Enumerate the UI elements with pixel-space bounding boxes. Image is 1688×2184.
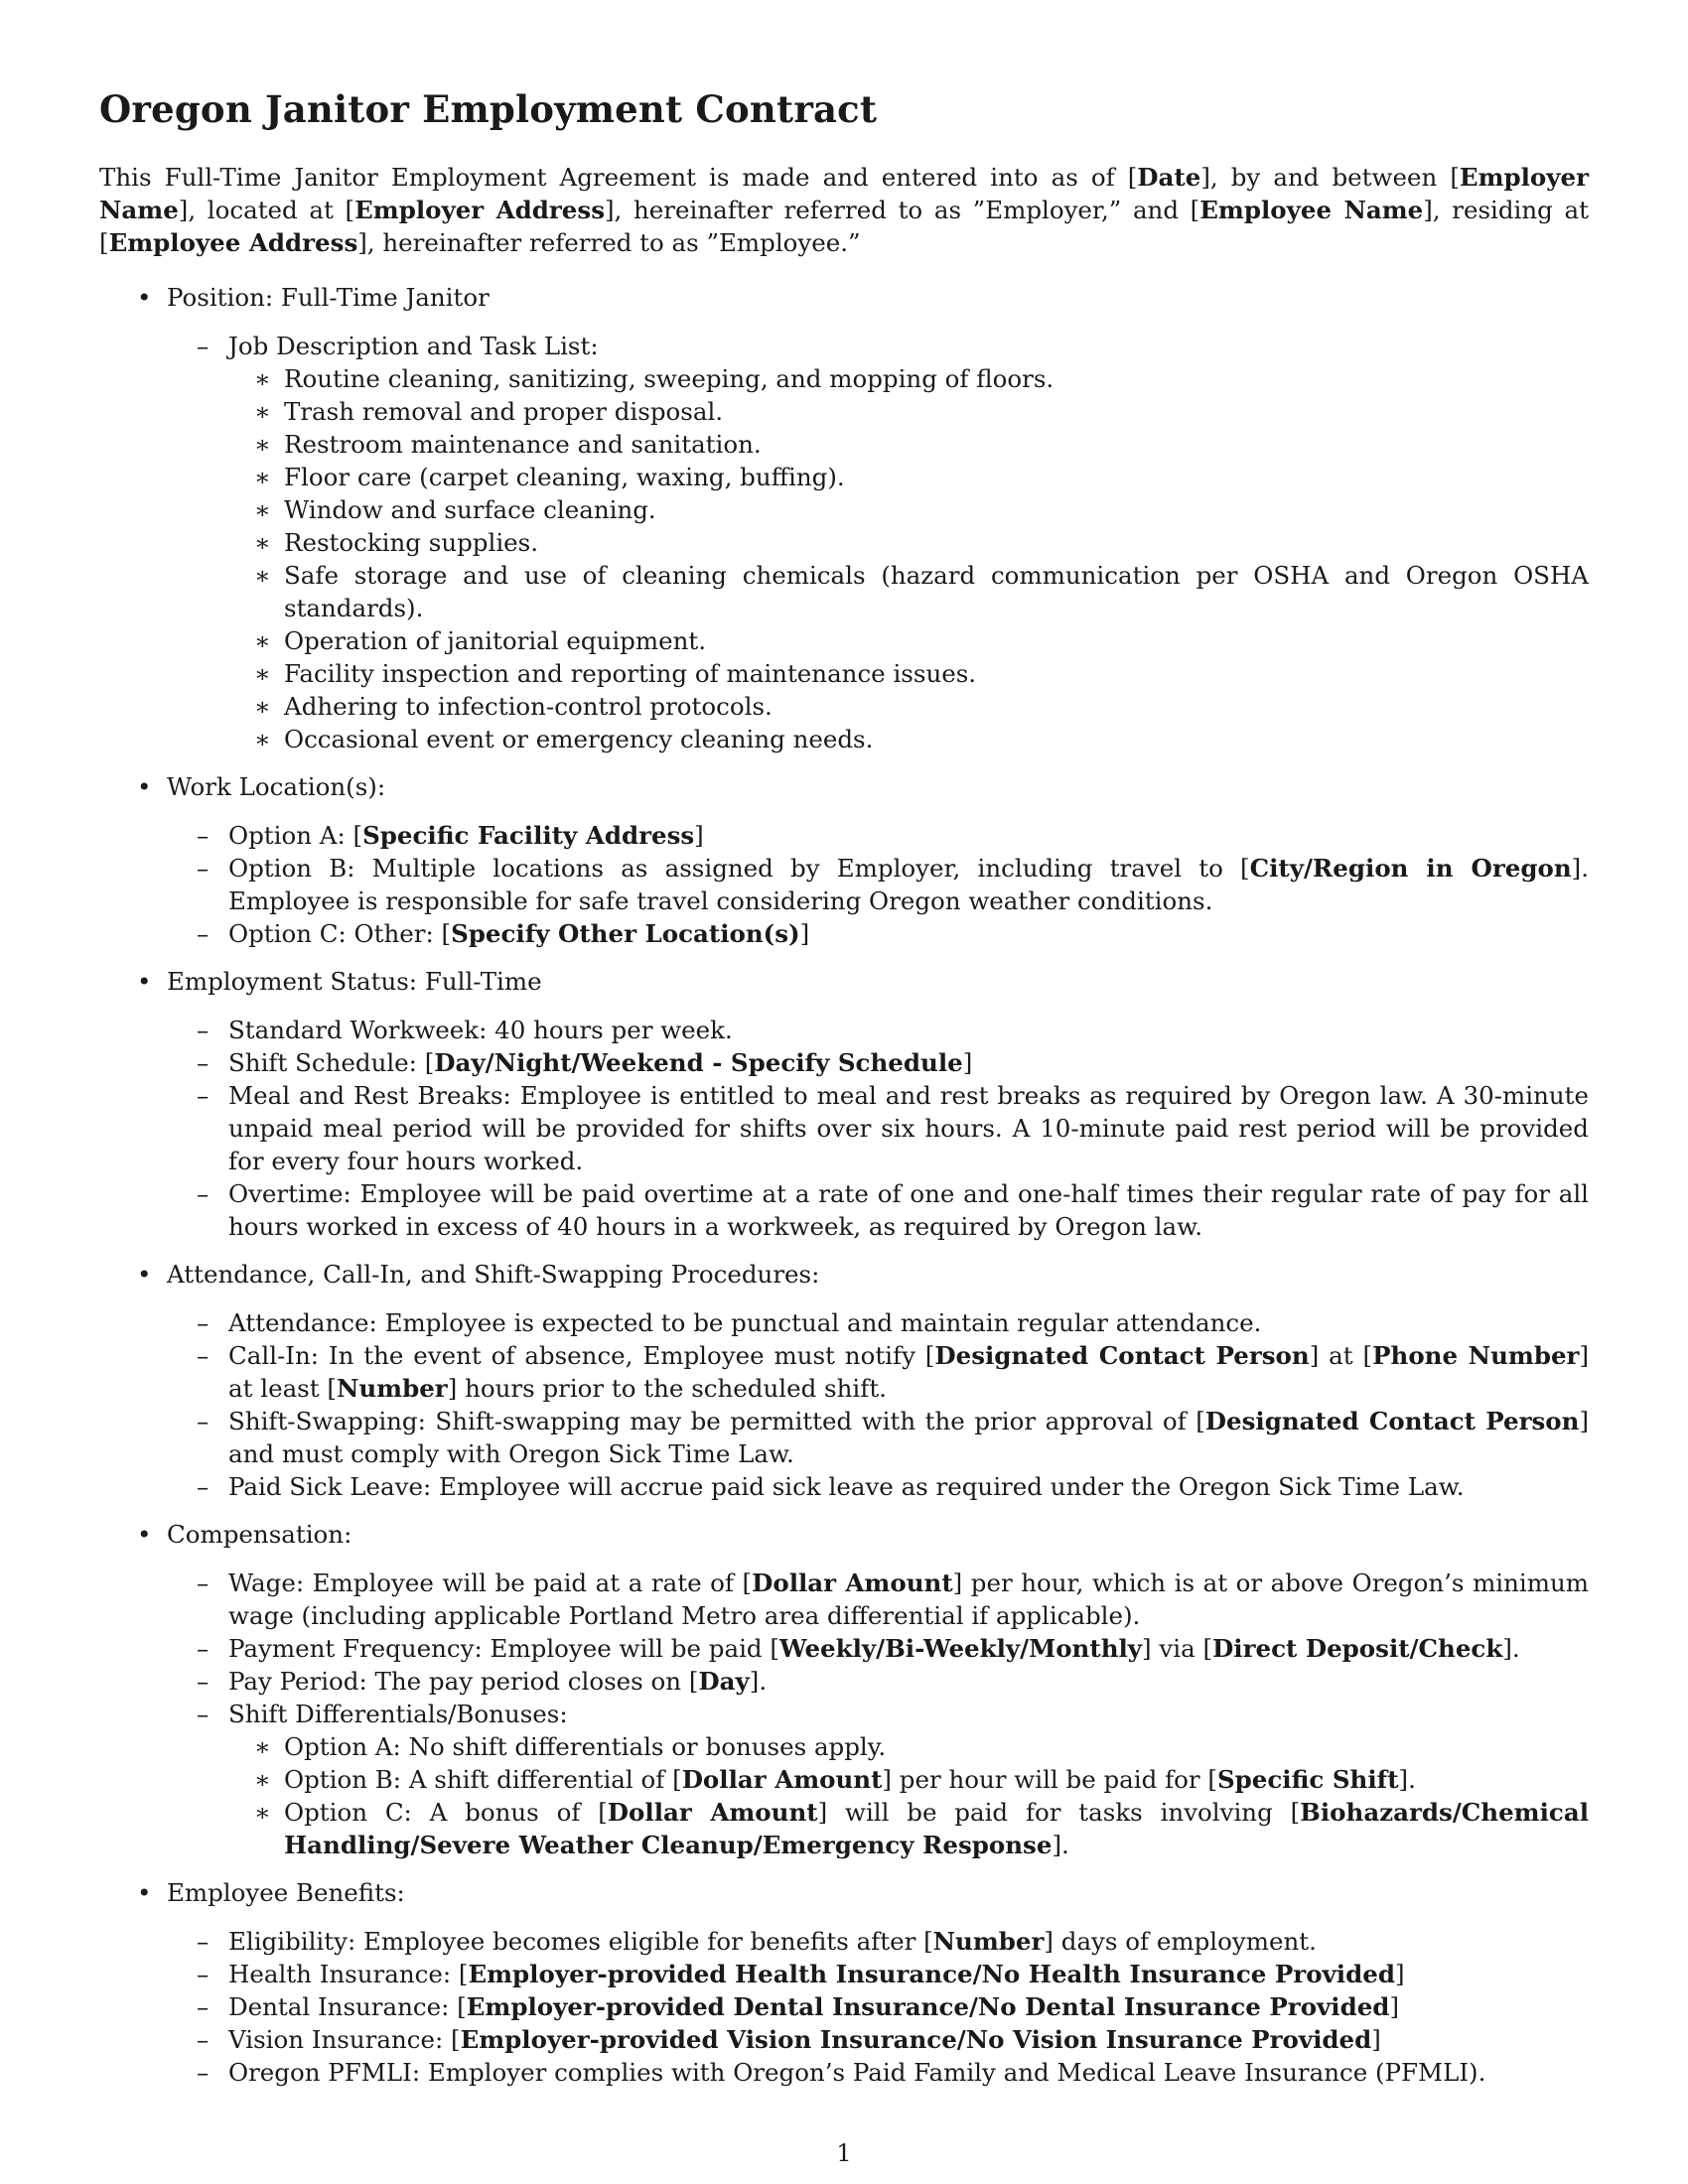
subsection-list bbox=[167, 1014, 1589, 1243]
text-run: Attendance: Employee is expected to be punctual and maintain regular attendance. bbox=[228, 1308, 1262, 1337]
section-item bbox=[99, 965, 1589, 1243]
task-item bbox=[228, 395, 1589, 428]
text-run: ] bbox=[799, 919, 810, 948]
placeholder-field: Day bbox=[698, 1667, 750, 1696]
placeholder-field: Day/Night/Weekend - Specify Schedule bbox=[434, 1048, 963, 1077]
subsection-item bbox=[167, 1632, 1589, 1665]
placeholder-field: Dollar Amount bbox=[681, 1765, 883, 1794]
text-run: ] per hour, which is at or above Oregon’s minimum wage (including applicable Portland Metro area differential if applicable). bbox=[228, 1569, 1590, 1630]
task-item bbox=[228, 461, 1589, 493]
task-list bbox=[228, 362, 1589, 755]
text-run: Wage: Employee will be paid at a rate of [ bbox=[228, 1569, 753, 1597]
subsection-item bbox=[167, 1470, 1589, 1503]
placeholder-field: Phone Number bbox=[1372, 1341, 1580, 1370]
subsection-list bbox=[167, 1567, 1589, 1861]
text-run: Restroom maintenance and sanitation. bbox=[284, 430, 762, 459]
sections-list bbox=[99, 281, 1589, 2089]
subsection-list bbox=[167, 330, 1589, 755]
text-run: Shift-Swapping: Shift-swapping may be permitted with the prior approval of [ bbox=[228, 1407, 1205, 1435]
text-run: Payment Frequency: Employee will be paid [ bbox=[228, 1634, 779, 1663]
subsection-item bbox=[167, 1177, 1589, 1243]
text-run: Operation of janitorial equipment. bbox=[284, 626, 707, 655]
section-label: • Attendance, Call-In, and Shift-Swapping Procedures: bbox=[167, 1260, 820, 1289]
subsection-item bbox=[167, 819, 1589, 852]
text-run: Occasional event or emergency cleaning needs. bbox=[284, 725, 874, 753]
placeholder-field: Dollar Amount bbox=[607, 1798, 818, 1827]
text-run: ], located at [ bbox=[178, 196, 355, 224]
subsection-item bbox=[167, 2023, 1589, 2056]
text-run: ] per hour will be paid for [ bbox=[882, 1765, 1217, 1794]
text-run: ]. bbox=[1502, 1634, 1520, 1663]
text-run: Option B: A shift differential of [ bbox=[284, 1765, 682, 1794]
placeholder-field: Number bbox=[932, 1927, 1045, 1956]
text-run: Safe storage and use of cleaning chemicals (hazard communication per OSHA and Oregon OSHA standards). bbox=[284, 561, 1589, 622]
text-run: Facility inspection and reporting of maintenance issues. bbox=[284, 659, 977, 688]
task-item bbox=[228, 1763, 1589, 1796]
placeholder-field: Date bbox=[1137, 163, 1201, 192]
text-run: ]. bbox=[749, 1667, 768, 1696]
section-label: • Employee Benefits: bbox=[167, 1878, 405, 1907]
text-run: ] will be paid for tasks involving [ bbox=[817, 1798, 1301, 1827]
text-run: ], hereinafter referred to as ”Employee.” bbox=[357, 228, 861, 257]
subsection-item bbox=[167, 1925, 1589, 1958]
section-item bbox=[99, 1876, 1589, 2089]
text-run: Health Insurance: [ bbox=[228, 1960, 469, 1988]
text-run: ] bbox=[1371, 2025, 1381, 2054]
section-item bbox=[99, 281, 1589, 755]
text-run: Option B: Multiple locations as assigned by Employer, including travel to [ bbox=[228, 854, 1250, 883]
text-run: ], hereinafter referred to as ”Employer,” and [ bbox=[604, 196, 1200, 224]
text-run: Job Description and Task List: bbox=[228, 332, 599, 360]
text-run: ] days of employment. bbox=[1044, 1927, 1317, 1956]
task-item bbox=[228, 1796, 1589, 1861]
placeholder-field: Employer Name bbox=[99, 163, 1589, 224]
subsection-item bbox=[167, 1079, 1589, 1177]
text-run: Option C: A bonus of [ bbox=[284, 1798, 608, 1827]
text-run: Shift Differentials/Bonuses: bbox=[228, 1700, 568, 1728]
text-run: Vision Insurance: [ bbox=[228, 2025, 461, 2054]
subsection-list bbox=[167, 1306, 1589, 1503]
text-run: ], by and between [ bbox=[1200, 163, 1460, 192]
placeholder-field: Direct Deposit/Check bbox=[1212, 1634, 1503, 1663]
subsection-item bbox=[167, 1405, 1589, 1470]
placeholder-field: Specific Shift bbox=[1216, 1765, 1399, 1794]
text-run: ] at [ bbox=[1309, 1341, 1373, 1370]
text-run: Shift Schedule: [ bbox=[228, 1048, 435, 1077]
text-run: ] bbox=[1389, 1992, 1399, 2021]
task-item bbox=[228, 428, 1589, 461]
text-run: Meal and Rest Breaks: Employee is entitled to meal and rest breaks as required by Oregon law. A 30-minute unpaid meal period will be provided for shifts over six hours. A 10-minute paid rest period will be provided for every four hours worked. bbox=[228, 1081, 1589, 1175]
text-run: ]. bbox=[1052, 1831, 1069, 1859]
placeholder-field: Employer-provided Vision Insurance/No Vision Insurance Provided bbox=[460, 2025, 1372, 2054]
section-item bbox=[99, 770, 1589, 950]
subsection-item bbox=[167, 1339, 1589, 1405]
section-label: • Position: Full-Time Janitor bbox=[167, 283, 490, 312]
placeholder-field: City/Region in Oregon bbox=[1249, 854, 1572, 883]
text-run: Eligibility: Employee becomes eligible for benefits after [ bbox=[228, 1927, 933, 1956]
text-run: ] bbox=[962, 1048, 973, 1077]
task-item bbox=[228, 690, 1589, 723]
subsection-item bbox=[167, 330, 1589, 755]
text-run: Standard Workweek: 40 hours per week. bbox=[228, 1016, 733, 1044]
section-label: • Compensation: bbox=[167, 1520, 352, 1549]
text-run: ] bbox=[694, 821, 704, 850]
task-item bbox=[228, 559, 1589, 624]
placeholder-field: Specify Other Location(s) bbox=[451, 919, 800, 948]
text-run: Paid Sick Leave: Employee will accrue paid sick leave as required under the Oregon Sick Time Law. bbox=[228, 1472, 1465, 1501]
subsection-item bbox=[167, 852, 1589, 917]
placeholder-field: Employer-provided Health Insurance/No Health Insurance Provided bbox=[468, 1960, 1395, 1988]
text-run: Call-In: In the event of absence, Employee must notify [ bbox=[228, 1341, 935, 1370]
placeholder-field: Weekly/Bi-Weekly/Monthly bbox=[778, 1634, 1143, 1663]
section-label: • Work Location(s): bbox=[167, 772, 386, 801]
subsection-item bbox=[167, 917, 1589, 950]
task-item bbox=[228, 362, 1589, 395]
placeholder-field: Designated Contact Person bbox=[1204, 1407, 1580, 1435]
text-run: Oregon PFMLI: Employer complies with Oregon’s Paid Family and Medical Leave Insurance (PFMLI). bbox=[228, 2058, 1486, 2087]
text-run: ] at least [ bbox=[228, 1341, 1590, 1403]
text-run: Adhering to infection-control protocols. bbox=[284, 692, 773, 721]
text-run: ] hours prior to the scheduled shift. bbox=[447, 1374, 887, 1403]
subsection-item bbox=[167, 1698, 1589, 1861]
subsection-item bbox=[167, 1306, 1589, 1339]
text-run: ] and must comply with Oregon Sick Time Law. bbox=[228, 1407, 1589, 1468]
subsection-item bbox=[167, 1046, 1589, 1079]
task-item bbox=[228, 493, 1589, 526]
placeholder-field: Employer Address bbox=[354, 196, 605, 224]
subsection-list bbox=[167, 1925, 1589, 2089]
placeholder-field: Biohazards/Chemical Handling/Severe Weather Cleanup/Emergency Response bbox=[284, 1798, 1589, 1859]
text-run: ]. Employee is responsible for safe travel considering Oregon weather conditions. bbox=[228, 854, 1589, 915]
task-item bbox=[228, 1730, 1589, 1763]
placeholder-field: Specific Facility Address bbox=[362, 821, 695, 850]
task-item bbox=[228, 657, 1589, 690]
intro-paragraph bbox=[99, 161, 1589, 259]
subsection-item bbox=[167, 1665, 1589, 1698]
subsection-item bbox=[167, 1990, 1589, 2023]
text-run: Trash removal and proper disposal. bbox=[284, 397, 724, 426]
text-run: This Full-Time Janitor Employment Agreement is made and entered into as of [ bbox=[99, 163, 1138, 192]
text-run: ]. bbox=[1398, 1765, 1416, 1794]
text-run: ] bbox=[1394, 1960, 1405, 1988]
task-item bbox=[228, 526, 1589, 559]
text-run: Floor care (carpet cleaning, waxing, buffing). bbox=[284, 463, 845, 491]
task-list bbox=[228, 1730, 1589, 1861]
text-run: Dental Insurance: [ bbox=[228, 1992, 467, 2021]
text-run: ], residing at [ bbox=[99, 196, 1589, 257]
subsection-item bbox=[167, 1958, 1589, 1990]
text-run: Option A: [ bbox=[228, 821, 363, 850]
section-label: • Employment Status: Full-Time bbox=[167, 967, 542, 996]
placeholder-field: Number bbox=[336, 1374, 448, 1403]
text-run: Restocking supplies. bbox=[284, 528, 539, 557]
page-number: 1 bbox=[836, 2139, 852, 2167]
text-run: Overtime: Employee will be paid overtime at a rate of one and one-half times their regular rate of pay for all hours worked in excess of 40 hours in a workweek, as required by Oregon law. bbox=[228, 1179, 1589, 1241]
placeholder-field: Dollar Amount bbox=[752, 1569, 953, 1597]
subsection-item bbox=[167, 1014, 1589, 1046]
section-item bbox=[99, 1518, 1589, 1861]
text-run: Routine cleaning, sanitizing, sweeping, and mopping of floors. bbox=[284, 364, 1055, 393]
document-page bbox=[99, 87, 1589, 2104]
task-item bbox=[228, 624, 1589, 657]
document-title: Oregon Janitor Employment Contract bbox=[99, 87, 878, 131]
subsection-list bbox=[167, 819, 1589, 950]
section-item bbox=[99, 1258, 1589, 1503]
placeholder-field: Employee Name bbox=[1199, 196, 1424, 224]
task-item bbox=[228, 723, 1589, 755]
placeholder-field: Employer-provided Dental Insurance/No Dental Insurance Provided bbox=[466, 1992, 1390, 2021]
text-run: Window and surface cleaning. bbox=[284, 495, 656, 524]
text-run: Pay Period: The pay period closes on [ bbox=[228, 1667, 699, 1696]
text-run: Option C: Other: [ bbox=[228, 919, 452, 948]
text-run: ] via [ bbox=[1142, 1634, 1213, 1663]
text-run: Option A: No shift differentials or bonuses apply. bbox=[284, 1732, 887, 1761]
placeholder-field: Designated Contact Person bbox=[934, 1341, 1310, 1370]
placeholder-field: Employee Address bbox=[108, 228, 358, 257]
subsection-item bbox=[167, 1567, 1589, 1632]
subsection-item bbox=[167, 2056, 1589, 2089]
